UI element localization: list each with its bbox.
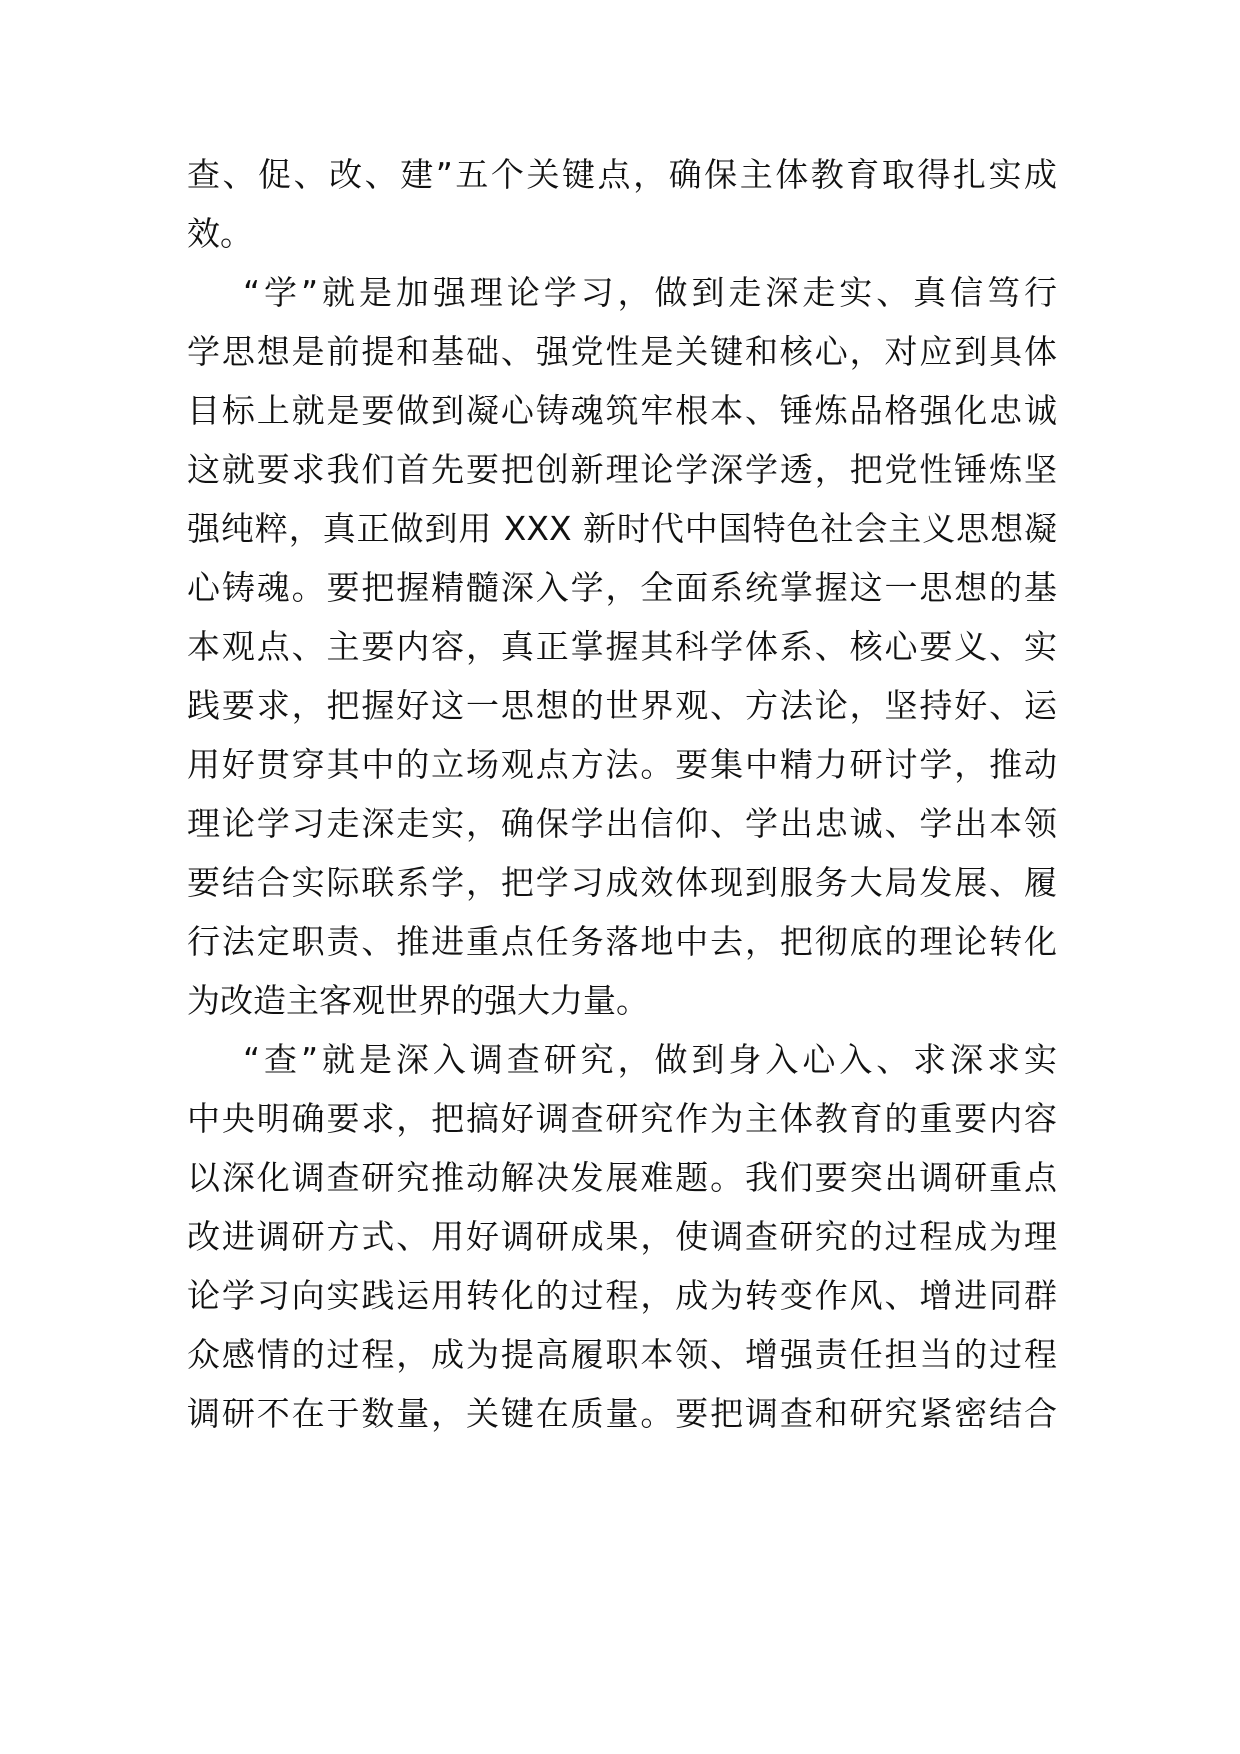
text-line: 这就要求我们首先要把创新理论学深学透，把党性锤炼坚	[187, 450, 1057, 489]
text-line: 目标上就是要做到凝心铸魂筑牢根本、锤炼品格强化忠诚	[187, 391, 1057, 430]
paragraph-first-line: “查”就是深入调查研究，做到身入心入、求深求实	[243, 1040, 1057, 1079]
text-line: 调研不在于数量，关键在质量。要把调查和研究紧密结合	[187, 1394, 1057, 1433]
text-line: 理论学习走深走实，确保学出信仰、学出忠诚、学出本领	[187, 804, 1057, 843]
text-line: 学思想是前提和基础、强党性是关键和核心，对应到具体	[187, 332, 1057, 371]
text-line: 心铸魂。要把握精髓深入学，全面系统掌握这一思想的基	[187, 568, 1057, 607]
text-line: 论学习向实践运用转化的过程，成为转变作风、增进同群	[187, 1276, 1057, 1315]
text-line: 查、促、改、建”五个关键点，确保主体教育取得扎实成	[187, 155, 1057, 194]
text-line: 中央明确要求，把搞好调查研究作为主体教育的重要内容	[187, 1099, 1057, 1138]
text-line: 效。	[187, 214, 253, 253]
text-line: 以深化调查研究推动解决发展难题。我们要突出调研重点	[187, 1158, 1057, 1197]
paragraph-first-line: “学”就是加强理论学习，做到走深走实、真信笃行	[243, 273, 1057, 312]
text-line: 本观点、主要内容，真正掌握其科学体系、核心要义、实	[187, 627, 1057, 666]
text-line: 行法定职责、推进重点任务落地中去，把彻底的理论转化	[187, 922, 1057, 961]
text-line: 用好贯穿其中的立场观点方法。要集中精力研讨学，推动	[187, 745, 1057, 784]
text-line: 践要求，把握好这一思想的世界观、方法论，坚持好、运	[187, 686, 1057, 725]
text-line: 众感情的过程，成为提高履职本领、增强责任担当的过程	[187, 1335, 1057, 1374]
text-line: 为改造主客观世界的强大力量。	[187, 981, 649, 1020]
text-line: 改进调研方式、用好调研成果，使调查研究的过程成为理	[187, 1217, 1057, 1256]
text-line: 要结合实际联系学，把学习成效体现到服务大局发展、履	[187, 863, 1057, 902]
text-line: 强纯粹，真正做到用 XXX 新时代中国特色社会主义思想凝	[187, 509, 1057, 548]
